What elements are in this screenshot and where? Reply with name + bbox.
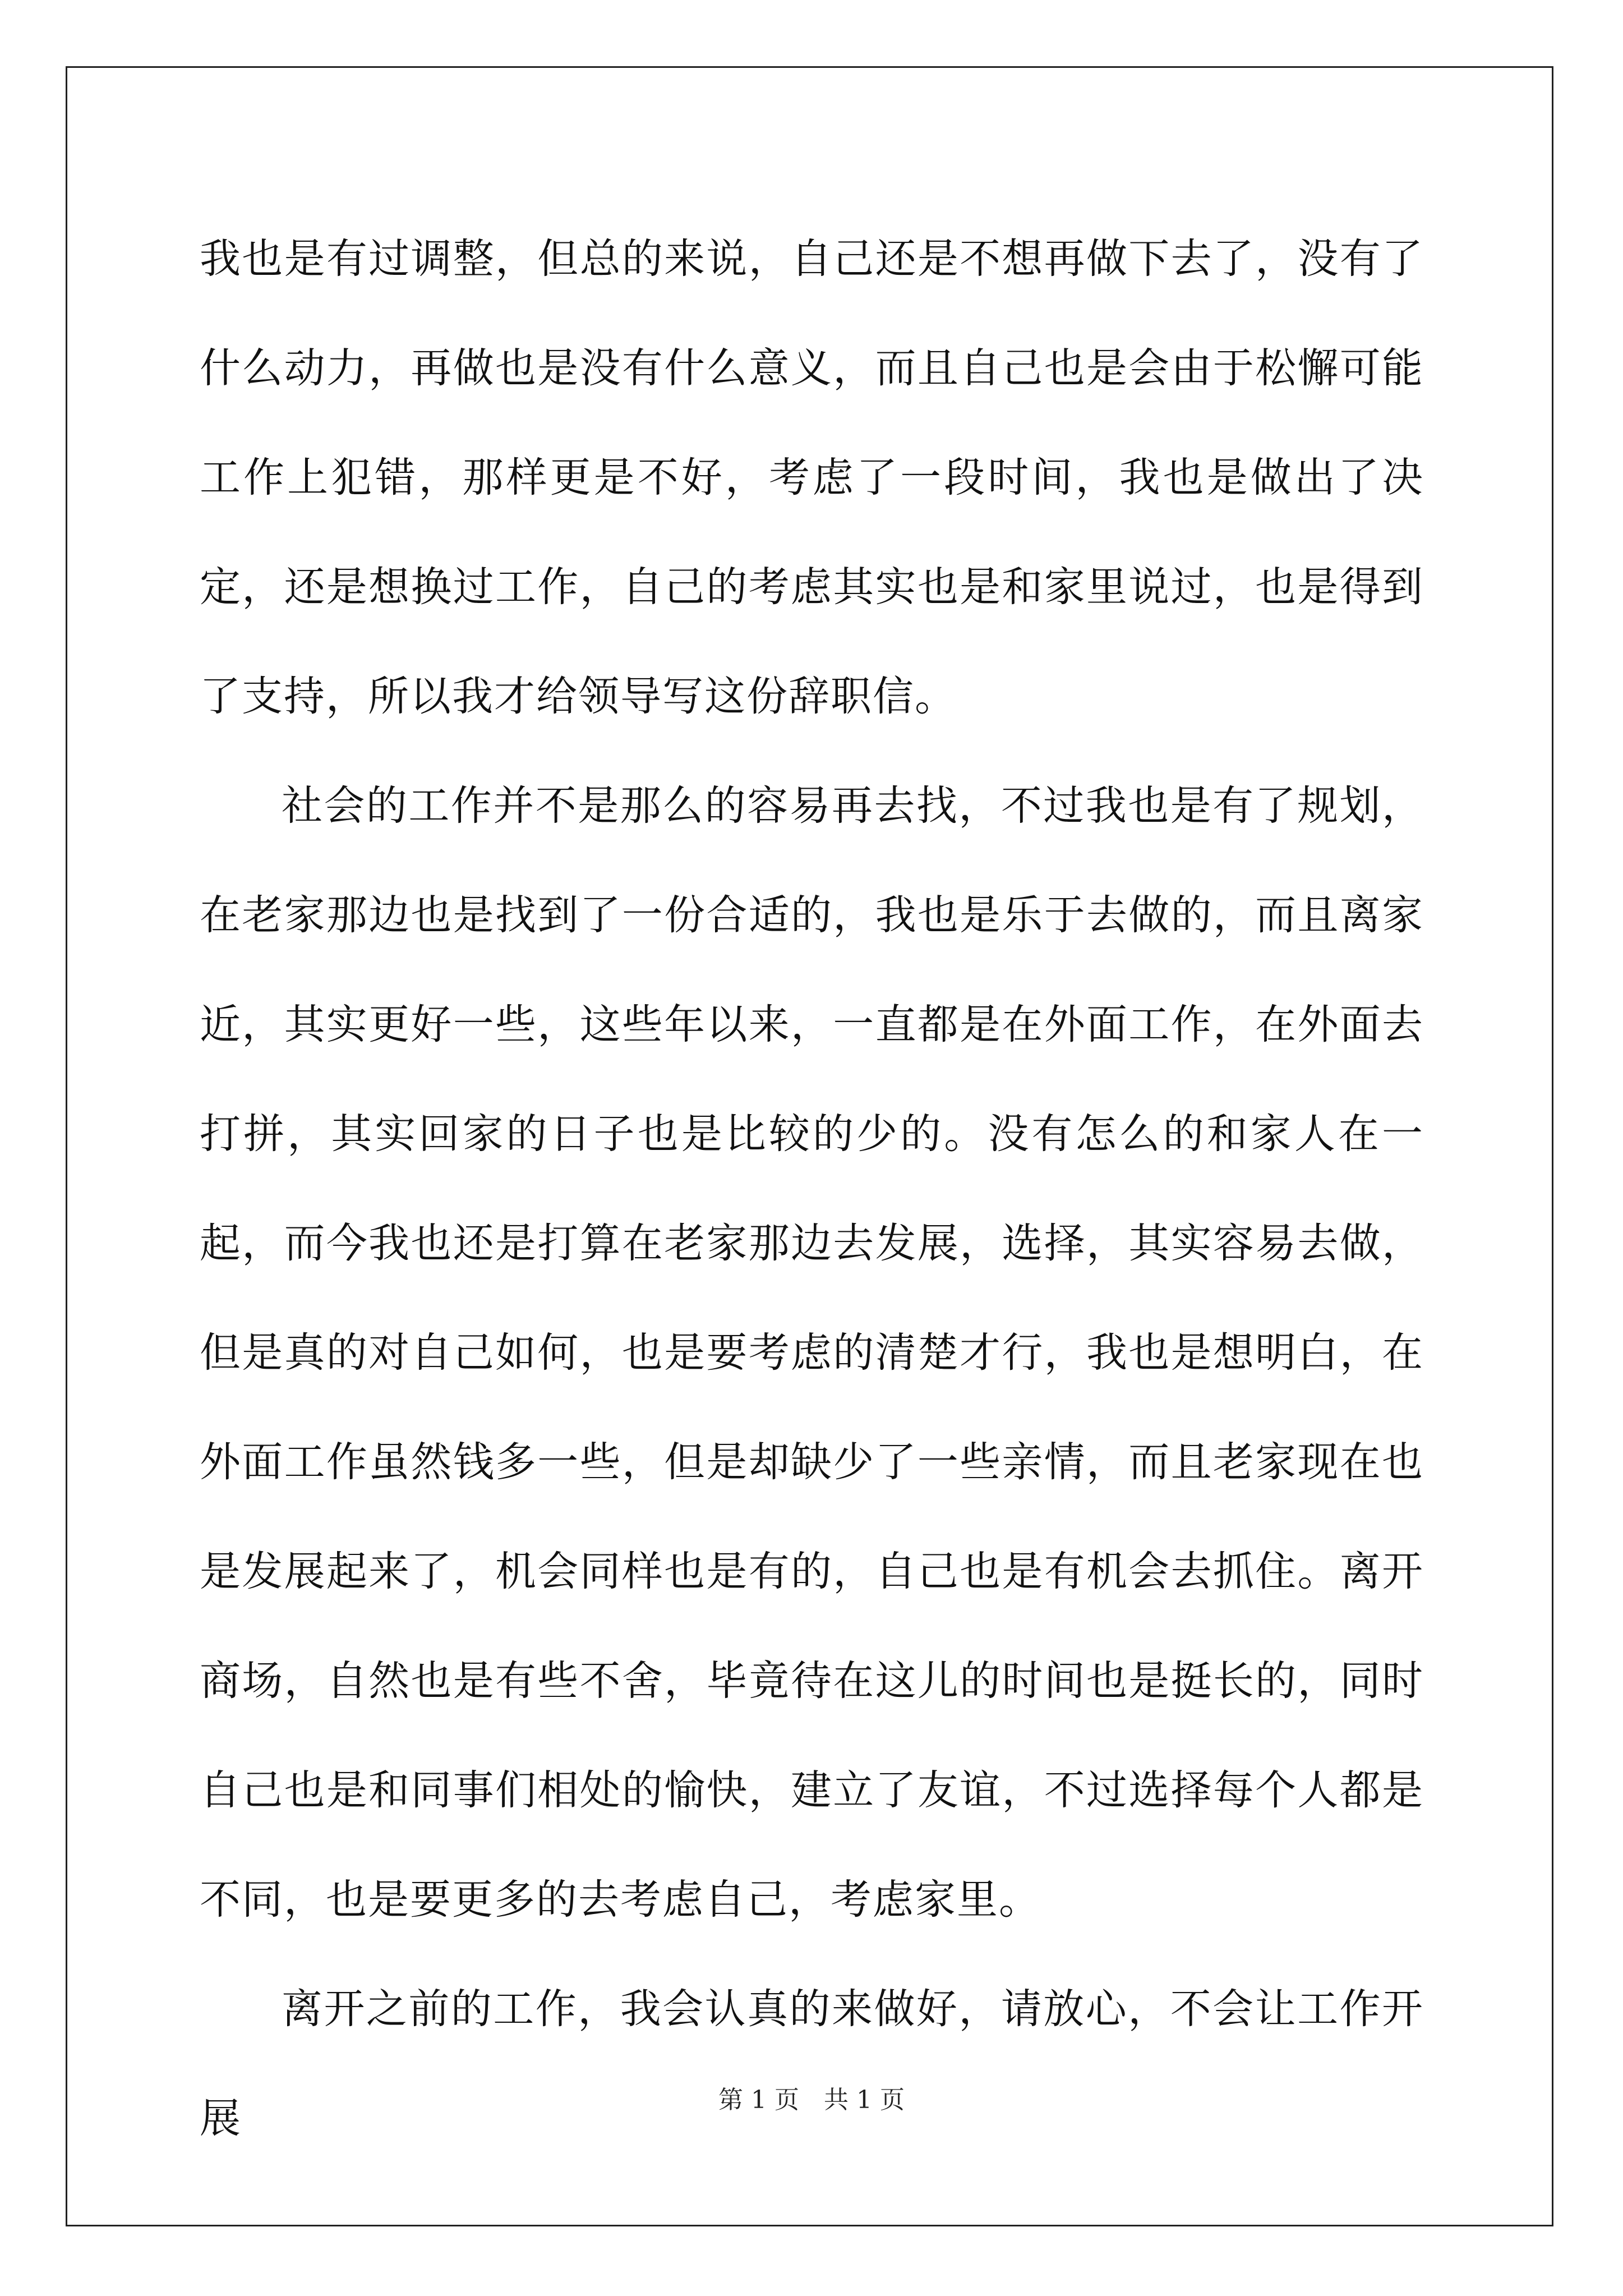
document-body	[200, 204, 1424, 2173]
page-footer: 第 1 页 共 1 页	[718, 2086, 905, 2114]
paragraph-1: 我也是有过调整，但总的来说，自己还是不想再做下去了，没有了什么动力，再做也是没有什么意义，而且自己也是会由于松懈可能工作上犯错，那样更是不好，考虑了一段时间，我也是做出了决定，还是想换过工作，自己的考虑其实也是和家里说过，也是得到了支持，所以我才给领导写这份辞职信。	[200, 235, 1424, 720]
paragraph-2: 社会的工作并不是那么的容易再去找，不过我也是有了规划，在老家那边也是找到了一份合适的，我也是乐于去做的，而且离家近，其实更好一些，这些年以来，一直都是在外面工作，在外面去打拼，其实回家的日子也是比较的少的。没有怎么的和家人在一起，而今我也还是打算在老家那边去发展，选择，其实容易去做，但是真的对自己如何，也是要考虑的清楚才行，我也是想明白，在外面工作虽然钱多一些，但是却缺少了一些亲情，而且老家现在也是发展起来了，机会同样也是有的，自己也是有机会去抓住。离开商场，自然也是有些不舍，毕竟待在这儿的时间也是挺长的，同时自己也是和同事们相处的愉快，建立了友谊，不过选择每个人都是不同，也是要更多的去考虑自己，考虑家里。	[200, 782, 1424, 1924]
paragraph-3: 离开之前的工作，我会认真的来做好，请放心，不会让工作开展	[200, 1985, 1424, 2142]
